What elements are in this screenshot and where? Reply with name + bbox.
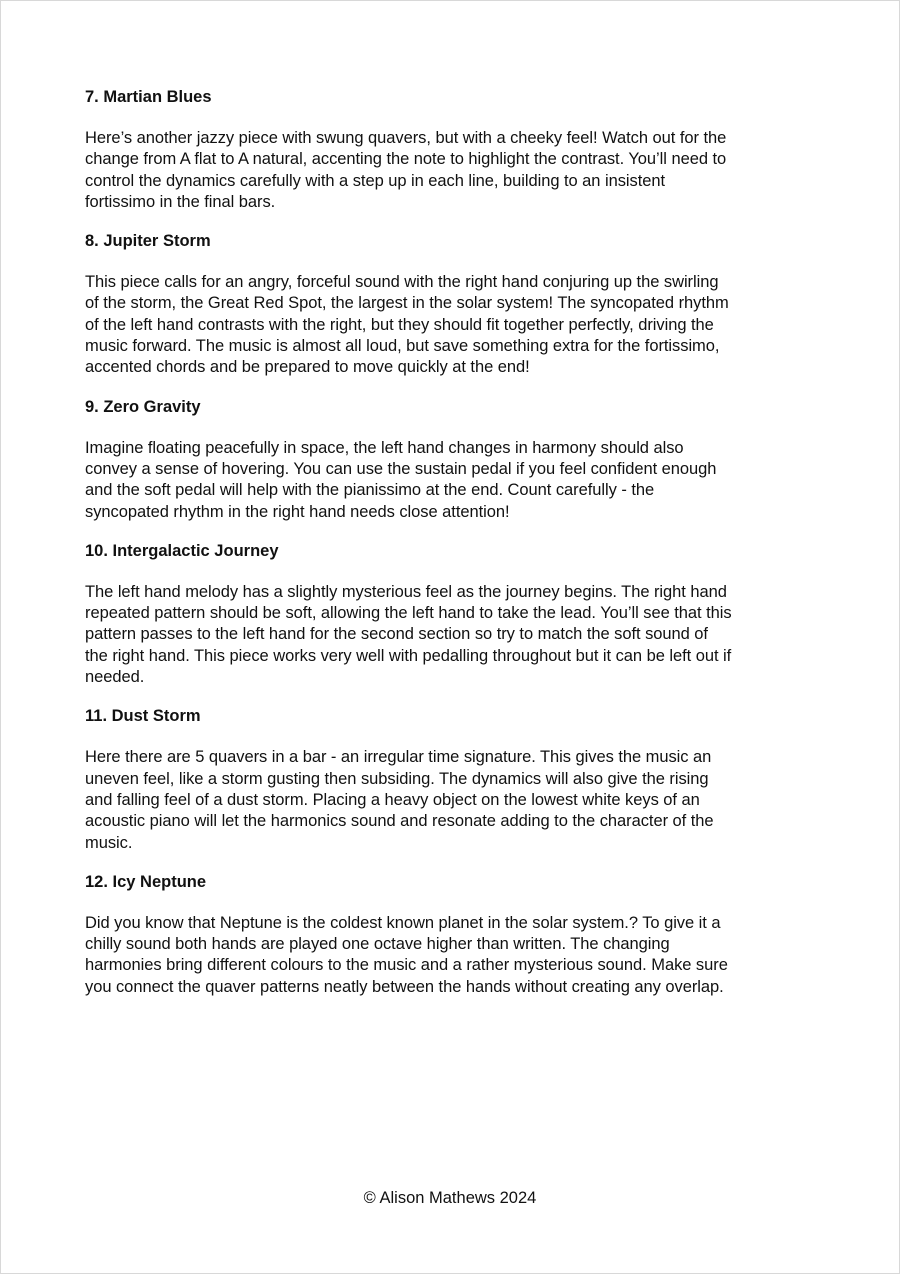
section-heading: 8. Jupiter Storm [85,232,211,251]
section-zero-gravity [85,396,820,523]
section-body: Imagine floating peacefully in space, the left hand changes in harmony should also convey a sense of hovering. You can use the sustain pedal if you feel confident enough and the soft pedal will help with the pianissimo at the end. Count carefully - the syncopated rhythm in the right hand needs close attention! [85,438,717,521]
section-heading: 10. Intergalactic Journey [85,541,279,560]
section-body: Here there are 5 quavers in a bar - an irregular time signature. This gives the music an uneven feel, like a storm gusting then subsiding. The dynamics will also give the rising and falling feel of a dust storm. Placing a heavy object on the lowest white keys of an acoustic piano will let the harmonics sound and resonate adding to the character of the music. [85,748,714,852]
section-heading: 9. Zero Gravity [85,397,201,416]
section-heading: 7. Martian Blues [85,88,212,106]
section-body: The left hand melody has a slightly mysterious feel as the journey begins. The right hand repeated pattern should be soft, allowing the left hand to take the lead. You’ll see that this pattern passes to the left hand for the second section so try to match the soft sound of the right hand. This piece works very well with pedalling throughout but it can be left out if needed. [85,582,732,687]
section-dust-storm [85,705,820,853]
section-intergalactic-journey [85,540,820,688]
section-body: This piece calls for an angry, forceful sound with the right hand conjuring up the swirling of the storm, the Great Red Spot, the largest in the solar system! The syncopated rhythm of the left hand contrasts with the right, but they should fit together perfectly, driving the music forward. The music is almost all loud, but save something extra for the fortissimo, accented chords and be prepared to move quickly at the end! [85,273,729,377]
section-heading: 11. Dust Storm [85,707,201,726]
section-body: Did you know that Neptune is the coldest known planet in the solar system.? To give it a chilly sound both hands are played one octave higher than written. The changing harmonies bring different colours to the music and a rather mysterious sound. Make sure you connect the quaver patterns neatly between the hands without creating any overlap. [85,913,728,996]
section-icy-neptune [85,871,820,998]
section-body: Here’s another jazzy piece with swung quavers, but with a cheeky feel! Watch out for the change from A flat to A natural, accenting the note to highlight the contrast. You’ll need to control the dynamics carefully with a step up in each line, building to an insistent fortissimo in the final bars. [85,129,727,211]
section-martian-blues [85,86,820,213]
copyright-footer: © Alison Mathews 2024 [363,1189,537,1207]
section-jupiter-storm [85,230,820,378]
section-heading: 12. Icy Neptune [85,872,207,891]
document-content [85,86,820,1015]
